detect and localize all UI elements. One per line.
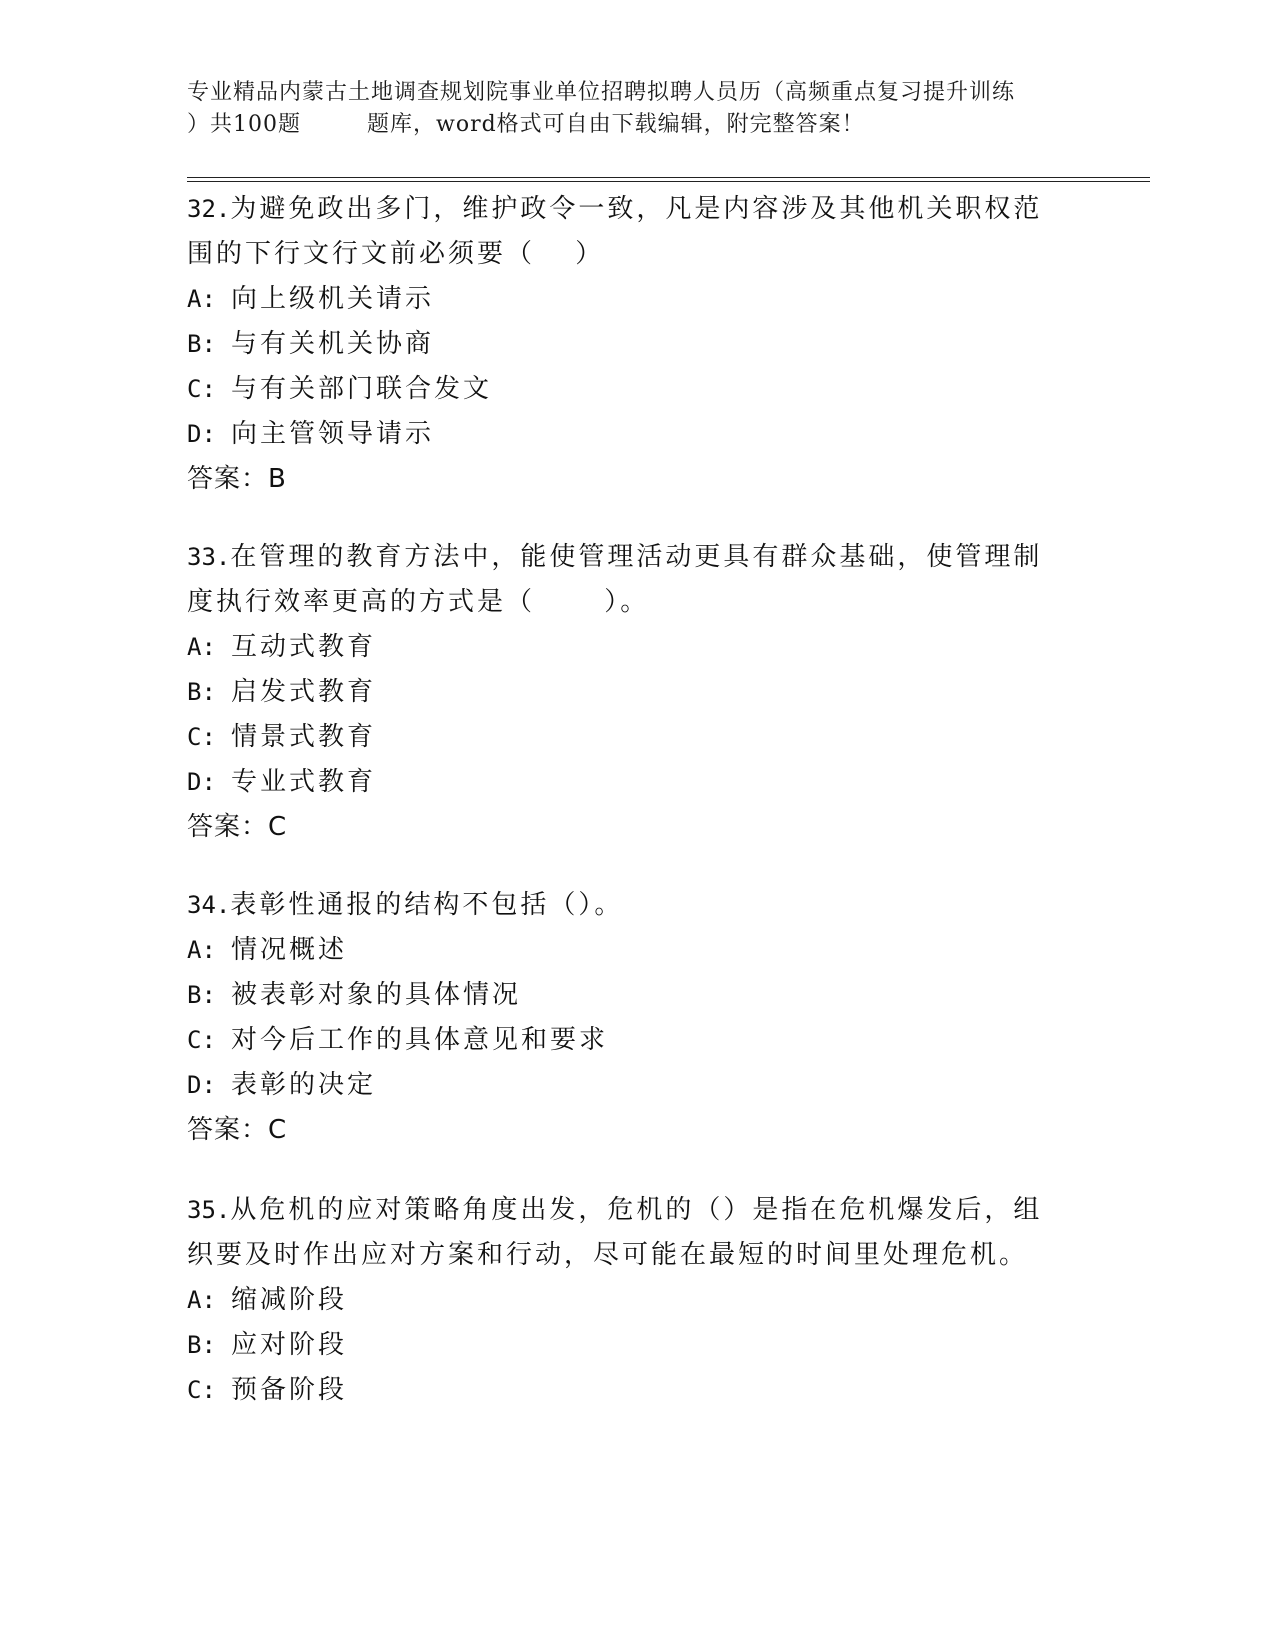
question-stem: [187, 883, 1067, 928]
option-text: 应对阶段: [231, 1330, 348, 1360]
option-key: C:: [187, 375, 216, 403]
option-text: 缩减阶段: [231, 1285, 348, 1315]
option-text: 被表彰对象的具体情况: [231, 980, 522, 1010]
option-a: [187, 1278, 1067, 1323]
question-number: 32.: [187, 195, 231, 223]
option-c: [187, 1018, 1067, 1063]
option-b: [187, 322, 1067, 367]
question-stem: [187, 535, 1067, 625]
option-key: C:: [187, 1376, 216, 1404]
option-text: 对今后工作的具体意见和要求: [231, 1025, 609, 1055]
question-number: 33.: [187, 543, 231, 571]
option-d: [187, 412, 1067, 457]
header-line-2-start: ）共100题: [187, 112, 301, 137]
document-header: [187, 77, 1087, 141]
option-c: [187, 367, 1067, 412]
header-line-2-end: 题库，word格式可自由下载编辑，附完整答案！: [367, 112, 865, 137]
option-key: D:: [187, 1071, 216, 1099]
question-text: 表彰性通报的结构不包括（）。: [230, 890, 624, 920]
header-divider-top: [187, 177, 1150, 178]
question-text: 为避免政出多门，维护政令一致，凡是内容涉及其他机关职权范围的下行文行文前必须要（ ）: [187, 194, 1043, 269]
option-text: 情景式教育: [231, 722, 377, 752]
question-35: [187, 1188, 1067, 1413]
option-a: [187, 625, 1067, 670]
header-line-1: 专业精品内蒙古土地调查规划院事业单位招聘拟聘人员历（高频重点复习提升训练: [187, 80, 1016, 105]
answer-line: 答案：C: [187, 812, 288, 842]
question-stem: [187, 187, 1067, 277]
option-d: [187, 760, 1067, 805]
option-c: [187, 715, 1067, 760]
option-text: 启发式教育: [231, 677, 377, 707]
option-key: D:: [187, 420, 216, 448]
option-b: [187, 670, 1067, 715]
option-b: [187, 1323, 1067, 1368]
option-text: 与有关部门联合发文: [231, 374, 493, 404]
option-key: C:: [187, 723, 216, 751]
option-key: D:: [187, 768, 216, 796]
option-key: B:: [187, 1331, 216, 1359]
header-divider-bottom: [187, 181, 1150, 182]
question-stem: [187, 1188, 1067, 1278]
option-text: 情况概述: [231, 935, 348, 965]
option-key: A:: [187, 285, 216, 313]
option-text: 表彰的决定: [231, 1070, 377, 1100]
option-key: A:: [187, 936, 216, 964]
option-text: 向主管领导请示: [231, 419, 435, 449]
option-a: [187, 928, 1067, 973]
option-text: 专业式教育: [231, 767, 377, 797]
option-b: [187, 973, 1067, 1018]
option-key: B:: [187, 678, 216, 706]
option-key: B:: [187, 981, 216, 1009]
question-number: 35.: [187, 1196, 231, 1224]
question-33: [187, 535, 1067, 850]
question-34: [187, 883, 1067, 1153]
option-d: [187, 1063, 1067, 1108]
option-a: [187, 277, 1067, 322]
option-text: 与有关机关协商: [231, 329, 435, 359]
option-text: 向上级机关请示: [231, 284, 435, 314]
option-key: A:: [187, 1286, 216, 1314]
question-32: [187, 187, 1067, 502]
answer-line: 答案：B: [187, 464, 287, 494]
option-key: C:: [187, 1026, 216, 1054]
header-line-2: [187, 109, 1087, 141]
option-key: B:: [187, 330, 216, 358]
option-text: 预备阶段: [231, 1375, 348, 1405]
option-key: A:: [187, 633, 216, 661]
option-c: [187, 1368, 1067, 1413]
question-text: 在管理的教育方法中，能使管理活动更具有群众基础，使管理制度执行效率更高的方式是（ ）。: [187, 542, 1043, 617]
question-text: 从危机的应对策略角度出发，危机的（）是指在危机爆发后，组织要及时作出应对方案和行动，尽可能在最短的时间里处理危机。: [187, 1195, 1043, 1270]
question-number: 34.: [187, 891, 231, 919]
answer-line: 答案：C: [187, 1115, 288, 1145]
option-text: 互动式教育: [231, 632, 377, 662]
